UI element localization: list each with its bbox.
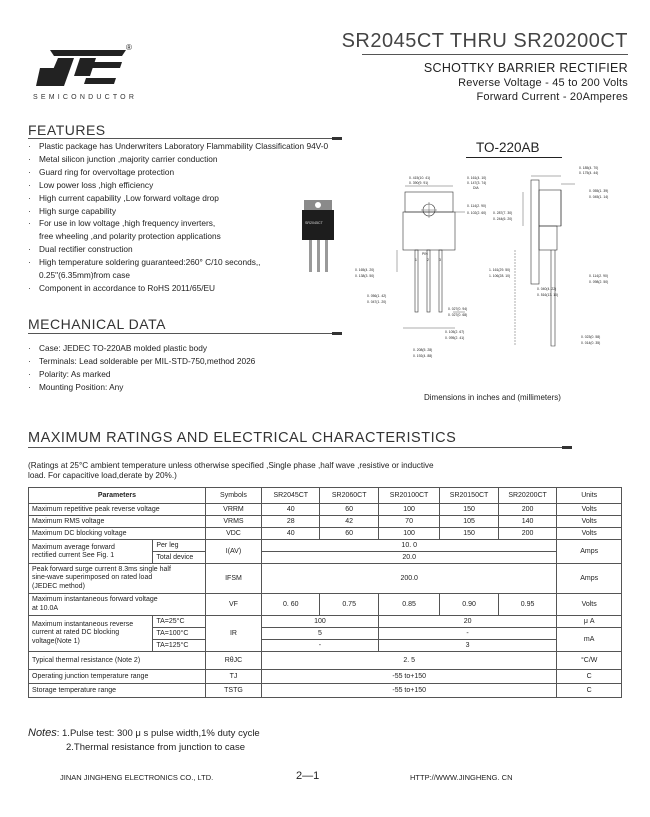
notes-label: Notes	[28, 727, 57, 739]
row-unit: Volts	[557, 504, 622, 516]
dim-label: 1. 161(29. 50)	[489, 268, 511, 272]
row-unit: mA	[557, 628, 622, 652]
list-item: · Plastic package has Underwriters Laboratory Flammability Classification 94V-0	[26, 140, 328, 153]
row-value: 10. 0	[262, 540, 557, 552]
row-sublabel: Total device	[153, 552, 206, 564]
row-label-line: voltage(Note 1)	[32, 637, 80, 645]
row-label-line: Maximum instantaneous forward voltage	[32, 596, 158, 603]
row-value: 100	[262, 616, 379, 628]
row-value: 100	[378, 504, 439, 516]
ratings-intro	[28, 461, 434, 481]
row-value: -	[262, 640, 379, 652]
dim-label: 0. 390(9. 91)	[409, 181, 429, 185]
row-value: 42	[320, 516, 378, 528]
mechanical-list	[26, 342, 255, 394]
row-value: 200.0	[262, 564, 557, 594]
features-list	[26, 140, 328, 295]
note-1: : 1.Pulse test: 300 μ s pulse width,1% duty cycle	[56, 728, 260, 739]
dim-label: 0. 165(4. 20)	[355, 268, 375, 272]
ratings-intro-line1: (Ratings at 25°C ambient temperature unless otherwise specified ,Single phase ,half wave ,resistive or inductive	[28, 461, 434, 470]
dim-label: 0. 138(3. 50)	[355, 274, 375, 278]
package-drawing	[355, 162, 630, 372]
package-name: TO-220AB	[476, 140, 540, 155]
dim-label: 0. 415(10. 41)	[409, 176, 431, 180]
row-value: -55 to+150	[262, 670, 557, 684]
dim-label: 0. 175(4. 44)	[579, 171, 599, 175]
dim-label: 0. 055(1. 39)	[589, 189, 609, 193]
list-item: · High temperature soldering guaranteed:260° C/10 seconds,,	[26, 256, 328, 269]
row-unit: Amps	[557, 540, 622, 564]
header-part: SR20150CT	[440, 488, 499, 504]
row-unit: Volts	[557, 516, 622, 528]
row-value: 60	[320, 528, 378, 540]
list-item: · Metal silicon junction ,majority carrier conduction	[26, 153, 328, 166]
dim-label: 0. 516(13. 10)	[537, 293, 559, 297]
row-value: 5	[262, 628, 379, 640]
row-symbol: TSTG	[205, 684, 261, 698]
list-item: · Dual rectifier construction	[26, 243, 328, 256]
row-label: Storage temperature range	[29, 684, 206, 698]
dim-label: 0. 147(3. 74)	[467, 181, 487, 185]
dim-label: 0. 098(2. 50)	[589, 280, 609, 284]
row-value: 70	[378, 516, 439, 528]
row-unit: C	[557, 684, 622, 698]
row-value: 28	[262, 516, 320, 528]
dim-label: 0. 102(2. 60)	[467, 211, 487, 215]
table-row	[29, 504, 622, 516]
row-unit: Volts	[557, 528, 622, 540]
dim-label: 0. 161(4. 10)	[467, 176, 487, 180]
note-2: 2.Thermal resistance from junction to case	[66, 742, 245, 753]
notes	[28, 727, 260, 739]
registered-mark: ®	[126, 43, 132, 52]
row-value: 0.75	[320, 594, 378, 616]
list-item: free wheeling ,and polarity protection applications	[39, 231, 221, 242]
table-row	[29, 652, 622, 670]
list-item: · For use in low voltage ,high frequency inverters,	[26, 217, 328, 230]
list-item: · High current capability ,Low forward voltage drop	[26, 192, 328, 205]
row-value: 140	[498, 516, 557, 528]
dim-label: 0. 056(1. 42)	[367, 294, 387, 298]
row-label-line: Maximum instantaneous reverse	[32, 620, 134, 628]
row-label	[29, 594, 206, 616]
list-item: · Mounting Position: Any	[26, 381, 255, 394]
row-value: 20	[378, 616, 556, 628]
row-label: Maximum repetitive peak reverse voltage	[29, 504, 206, 516]
row-value: 150	[440, 528, 499, 540]
dim-label: 0. 045(1. 14)	[589, 195, 609, 199]
footer-company: JINAN JINGHENG ELECTRONICS CO., LTD.	[60, 773, 214, 782]
row-sublabel: Per leg	[153, 540, 206, 552]
features-rule	[28, 138, 342, 139]
row-label-line: sine-wave superimposed on rated load	[32, 574, 153, 582]
row-label-line: (JEDEC method)	[32, 582, 85, 590]
ratings-rule	[28, 447, 572, 448]
list-item: 0.25"(6.35mm)from case	[39, 270, 131, 281]
row-symbol: RθJC	[205, 652, 261, 670]
component-photo	[300, 200, 336, 274]
dim-label: 0. 014(0. 35)	[581, 341, 601, 345]
row-value: 3	[378, 640, 556, 652]
logo-caption: SEMICONDUCTOR	[33, 94, 138, 101]
header-part: SR2060CT	[320, 488, 378, 504]
table-row	[29, 670, 622, 684]
row-value: 150	[440, 504, 499, 516]
list-item: · High surge capability	[26, 205, 328, 218]
row-unit: Amps	[557, 564, 622, 594]
list-item: · Low power loss ,high efficiency	[26, 179, 328, 192]
dim-label: 1. 106(28. 10)	[489, 274, 511, 278]
dim-label: 0. 047(1. 20)	[367, 300, 387, 304]
row-value: 60	[320, 504, 378, 516]
dim-label: 0. 114(2. 90)	[589, 274, 608, 278]
header-units: Units	[557, 488, 622, 504]
title-rule	[362, 54, 628, 55]
row-label: Maximum DC blocking voltage	[29, 528, 206, 540]
row-symbol: IFSM	[205, 564, 261, 594]
pin-number: 2	[427, 258, 429, 262]
table-row	[29, 684, 622, 698]
pin-label: PIN	[422, 252, 428, 256]
component-photo-label: SR2045CT	[305, 221, 323, 225]
ratings-intro-line2: load. For capacitive load,derate by 20%.)	[28, 471, 177, 480]
row-symbol: TJ	[205, 670, 261, 684]
dim-label: 0. 027(0. 94)	[448, 307, 468, 311]
list-item: · Terminals: Lead solderable per MIL-STD-750,method 2026	[26, 355, 255, 368]
row-value: 200	[498, 528, 557, 540]
row-symbol: I(AV)	[205, 540, 261, 564]
row-sublabel: TA=25°C	[153, 616, 206, 628]
row-symbol: VF	[205, 594, 261, 616]
dim-label: 0. 023(0. 58)	[581, 335, 601, 339]
pin-number: 1	[415, 258, 417, 262]
header-parameters: Parameters	[29, 488, 206, 504]
row-symbol: IR	[205, 616, 261, 652]
row-value: 40	[262, 528, 320, 540]
page-title: SR2045CT THRU SR20200CT	[341, 30, 628, 52]
dim-label: DIA	[473, 186, 479, 190]
dim-label: 0. 105(2. 67)	[445, 330, 465, 334]
table-row	[29, 594, 622, 616]
row-label-line: at 10.0A	[32, 604, 59, 612]
row-symbol: VRMS	[205, 516, 261, 528]
dim-label: 0. 192(4. 88)	[413, 354, 433, 358]
mechanical-heading: MECHANICAL DATA	[28, 316, 166, 332]
row-label	[29, 540, 153, 564]
row-value: 105	[440, 516, 499, 528]
row-value: 0.95	[498, 594, 557, 616]
forward-current: Forward Current - 20Amperes	[476, 91, 628, 103]
dim-label: 0. 244(6. 20)	[493, 217, 513, 221]
row-label: Typical thermal resistance (Note 2)	[29, 652, 206, 670]
row-unit: C	[557, 670, 622, 684]
row-value: 0.90	[440, 594, 499, 616]
row-label: Maximum RMS voltage	[29, 516, 206, 528]
header-part: SR2045CT	[262, 488, 320, 504]
row-label	[29, 616, 153, 652]
dim-label: 0. 287(7. 30)	[493, 211, 513, 215]
dim-label: 0. 208(5. 28)	[413, 348, 433, 352]
row-label-line: current at rated DC blocking	[32, 629, 120, 637]
table-row	[29, 616, 622, 628]
row-value: 0. 60	[262, 594, 320, 616]
ratings-rule-mark	[562, 446, 572, 449]
table-row	[29, 516, 622, 528]
ratings-heading: MAXIMUM RATINGS AND ELECTRICAL CHARACTERISTICS	[28, 430, 457, 446]
list-item: · Case: JEDEC TO-220AB molded plastic body	[26, 342, 255, 355]
features-rule-mark	[332, 137, 342, 140]
row-unit: °C/W	[557, 652, 622, 670]
ratings-table	[28, 487, 622, 698]
row-label-line: Peak forward surge current 8.3ms single half	[32, 565, 171, 573]
row-label-line: Maximum average forward	[32, 543, 115, 551]
dim-label: 0. 185(4. 70)	[579, 166, 599, 170]
mechanical-rule	[28, 333, 342, 334]
row-label-line: rectified current See Fig. 1	[32, 551, 115, 559]
table-header-row	[29, 488, 622, 504]
row-sublabel: TA=125°C	[153, 640, 206, 652]
header-part: SR20200CT	[498, 488, 557, 504]
row-label: Operating junction temperature range	[29, 670, 206, 684]
dim-label: 0. 095(2. 41)	[445, 336, 465, 340]
row-symbol: VRRM	[205, 504, 261, 516]
dim-label: 0. 114(2. 90)	[467, 204, 486, 208]
row-unit: Volts	[557, 594, 622, 616]
table-row	[29, 540, 622, 552]
header-part: SR20100CT	[378, 488, 439, 504]
row-value: 2. 5	[262, 652, 557, 670]
package-rule	[466, 157, 562, 158]
row-symbol: VDC	[205, 528, 261, 540]
footer-url: HTTP://WWW.JINGHENG. CN	[410, 773, 513, 782]
row-value: 0.85	[378, 594, 439, 616]
row-value: 40	[262, 504, 320, 516]
dim-label: 0. 027(0. 68)	[448, 313, 468, 317]
row-value: 200	[498, 504, 557, 516]
row-sublabel: TA=100°C	[153, 628, 206, 640]
mechanical-rule-mark	[332, 332, 342, 335]
table-row	[29, 528, 622, 540]
row-value: -	[378, 628, 556, 640]
product-type: SCHOTTKY BARRIER RECTIFIER	[423, 61, 628, 75]
dim-label: 0. 040(4. 22)	[537, 287, 557, 291]
reverse-voltage: Reverse Voltage - 45 to 200 Volts	[458, 77, 628, 89]
footer-page-number: 2—1	[296, 770, 320, 782]
header-symbols: Symbols	[205, 488, 261, 504]
list-item: · Guard ring for overvoltage protection	[26, 166, 328, 179]
pin-number: 3	[439, 258, 441, 262]
row-value: -55 to+150	[262, 684, 557, 698]
row-label	[29, 564, 206, 594]
table-row	[29, 564, 622, 594]
list-item: · Polarity: As marked	[26, 368, 255, 381]
features-heading: FEATURES	[28, 122, 106, 138]
list-item: · Component in accordance to RoHS 2011/65/EU	[26, 282, 328, 295]
row-value: 100	[378, 528, 439, 540]
row-value: 20.0	[262, 552, 557, 564]
company-logo	[36, 50, 128, 86]
dimensions-caption: Dimensions in inches and (millimeters)	[424, 393, 561, 402]
row-unit: μ A	[557, 616, 622, 628]
